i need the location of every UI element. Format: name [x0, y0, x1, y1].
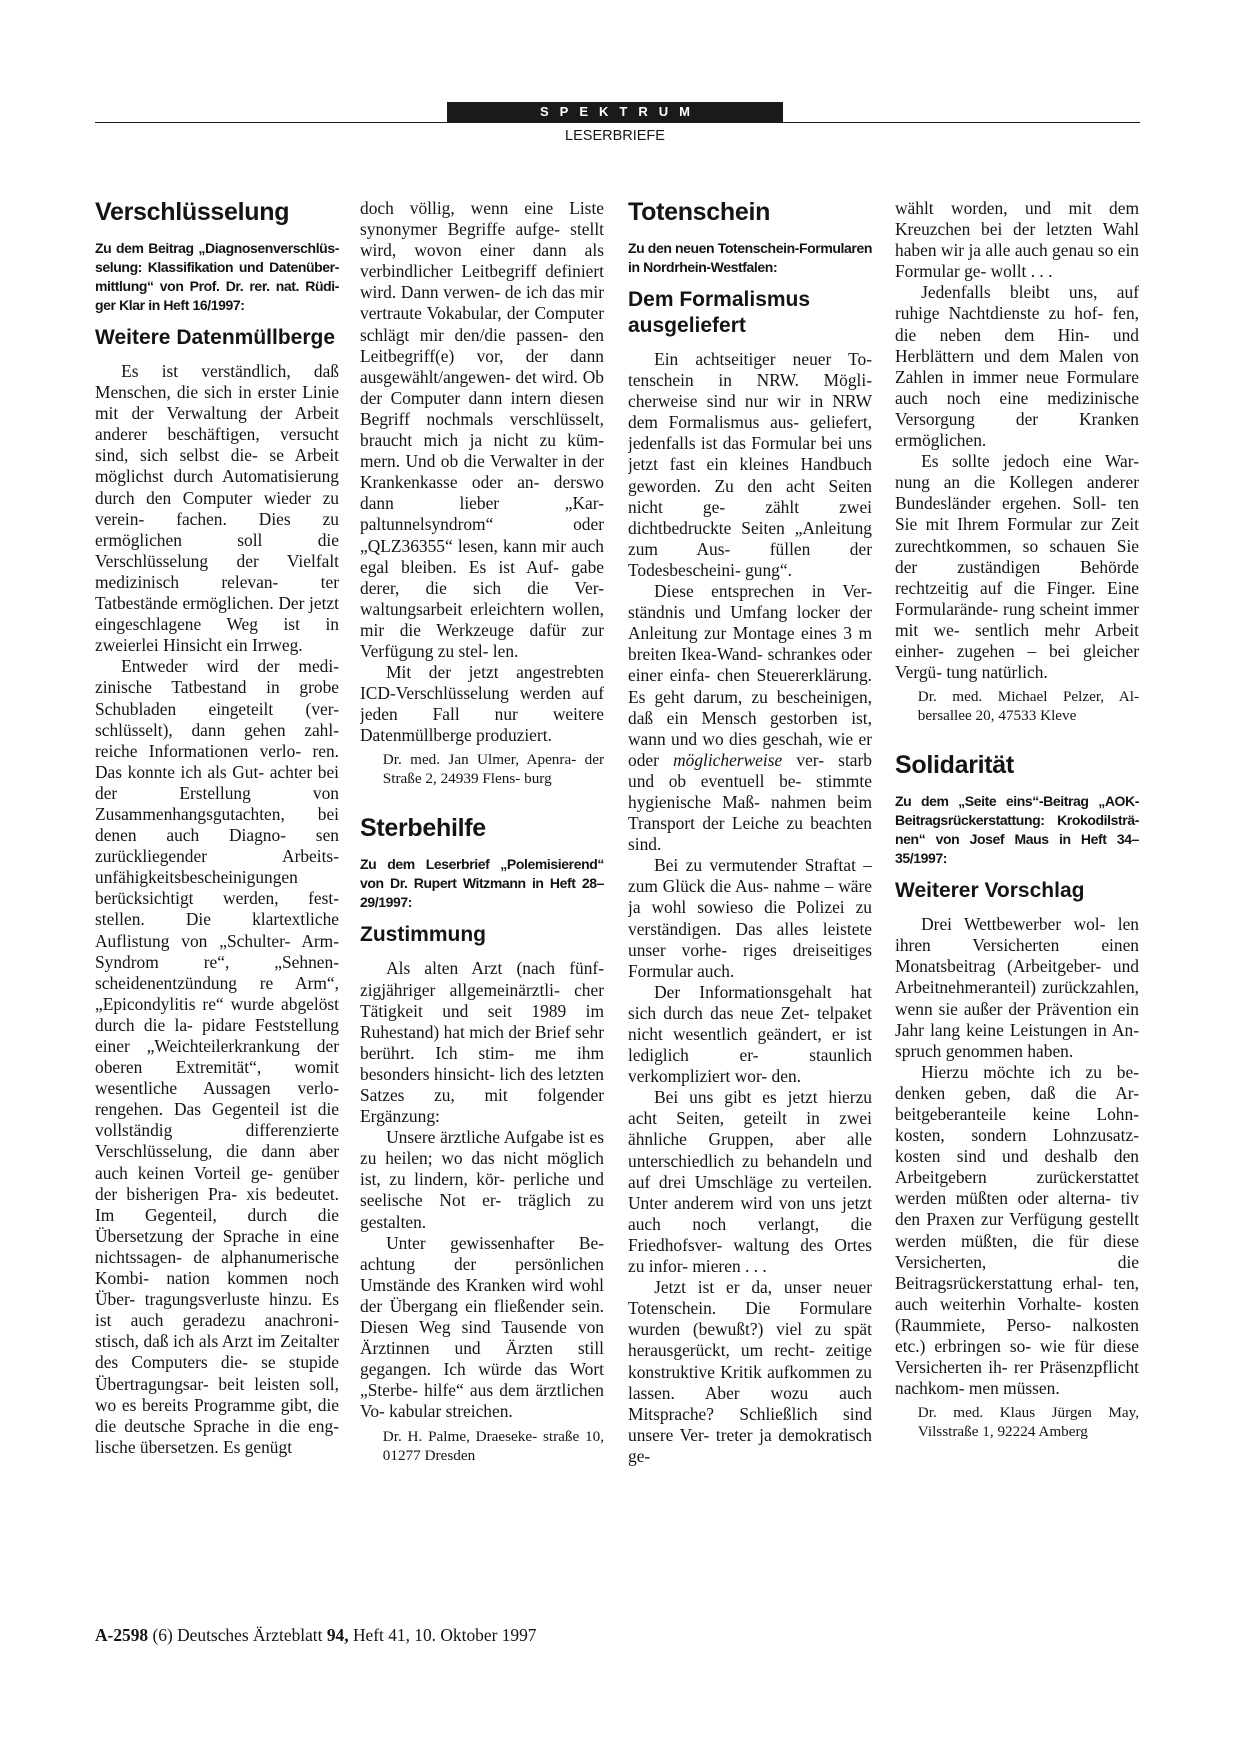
- page-number: A-2598: [95, 1625, 149, 1645]
- body-paragraph: doch völlig, wenn eine Liste synonymer Begriffe aufge- stellt wird, wovon einer dann als verbindlicher Leitbegriff definiert wird. Dann verwen- de ich das mir vertraute Vokabular, der Computer schlägt mir den/die passen- den Leitbegriff(e) vor, der dann ausgewählt/angewen- det wird. Ob der Computer dann intern diesen Begriff nochmals verschlüsselt, braucht mich ja nicht zu küm- mern. Und ob die Verwalter in der Krankenkasse oder an- derswo dann lieber „Kar- paltunnelsyndrom“ oder „QLZ36355“ lesen, kann mir auch egal bleiben. Es ist Auf- gabe derer, die sich die Ver- waltungsarbeit erleichtern wollen, mir die Werkzeuge dafür zur Verfügung zu stel- len.: [360, 198, 604, 661]
- emphasis-text: möglicherweise: [673, 749, 783, 770]
- text-run: Diese entsprechen in Ver- ständnis und Umfang locker der Anleitung zur Montage eines 3 m breiten Ikea-Wand- schrankes oder einer einfa- chen Steuererklärung. Es geht darum, zu bescheinigen, daß ein Mensch gestorben ist, wann und wo dies geschah, wie er oder: [628, 581, 872, 770]
- body-paragraph: Hierzu möchte ich zu be- denken geben, daß die Ar- beitgeberanteile keine Lohn- kosten, sondern Lohnzusatz- kosten sind und deshalb den Arbeitgebern zurückerstattet werden müßten oder alterna- tiv den Praxen zur Verfügung gestellt werden müßten, die für diese Versicherten, die Beitragsrückerstattung erhal- ten, auch weiterhin Vorhalte- kosten (Raummiete, Perso- nalkosten etc.) erbringen so- wie für diese Versicherten ih- rer Präsenzpflicht nachkom- men müssen.: [895, 1061, 1139, 1399]
- body-paragraph: Es ist verständlich, daß Menschen, die sich in erster Linie mit der Verwaltung der Arbeit anderer beschäftigen, versucht sind, sich selbst die- se Arbeit möglichst durch Automatisierung durch den Computer wieder zu verein- fachen. Dies zu ermöglichen soll die Verschlüsselung der Vielfalt medizinisch relevan- ter Tatbestände ermöglichen. Der jetzt eingeschlagene Weg ist in zweierlei Hinsicht ein Irrweg.: [95, 361, 339, 656]
- body-paragraph: Bei uns gibt es jetzt hierzu acht Seiten, geteilt in zwei ähnliche Gruppen, aber alle unterschiedlich zu behandeln und auf drei Umschläge zu verteilen. Unter anderem wird von uns jetzt auch noch verlangt, die Friedhofsver- waltung des Ortes zu infor- mieren . . .: [628, 1087, 872, 1277]
- article-title-solidaritaet: Solidarität: [895, 751, 1014, 780]
- body-paragraph: Jedenfalls bleibt uns, auf ruhige Nachtdienste zu hof- fen, die neben dem Hin- und Herblättern und dem Malen von Zahlen in immer neue Formulare auch noch eine medizinische Versorgung der Kranken ermöglichen.: [895, 282, 1139, 451]
- letter-headline: Weiterer Vorschlag: [895, 879, 1085, 903]
- footer-issue: Heft 41, 10. Oktober 1997: [352, 1625, 537, 1645]
- section-subtitle: LESERBRIEFE: [565, 128, 665, 144]
- author-signature: Dr. med. Klaus Jürgen May, Vilsstraße 1, 92224 Amberg: [917, 1404, 1139, 1441]
- body-paragraph: Ein achtseitiger neuer To- tenschein in NRW. Mögli- cherweise sind nur wir in NRW dem Formalismus aus- geliefert, jedenfalls ist das Formular bei uns jetzt fast ein kleines Handbuch geworden. Zu den acht Seiten nicht ge- zählt zwei dichtbedruckte Seiten „Anleitung zum Aus- füllen der Todesbescheini- gung“.: [628, 349, 872, 580]
- body-paragraph: Unsere ärztliche Aufgabe ist es zu heilen; wo das nicht möglich ist, zu lindern, kör- perliche und seelische Not er- träglich zu gestalten.: [360, 1127, 604, 1232]
- text-run: ver- starb und ob eventuell be- stimmte hygienische Maß- nahmen beim Transport der Leiche zu beachten sind.: [628, 749, 872, 855]
- footer-publication: (6) Deutsches Ärzteblatt: [152, 1625, 323, 1645]
- body-paragraph: Als alten Arzt (nach fünf- zigjähriger allgemeinärztli- cher Tätigkeit und seit 1989 im Ruhestand) hat mich der Brief sehr berührt. Ich stim- me ihm besonders hinsicht- lich des letzten Satzes zu, mit folgender Ergänzung:: [360, 958, 604, 1127]
- article-reference: Zu dem Beitrag „Diagnosenverschlüs- selung: Klassifikation und Datenüber- mittlung“ von Prof. Dr. rer. nat. Rüdi- ger Klar in Heft 16/1997:: [95, 240, 339, 313]
- article-title-verschluesselung: Verschlüsselung: [95, 198, 290, 226]
- body-paragraph: [628, 581, 872, 855]
- body-paragraph: Mit der jetzt angestrebten ICD-Verschlüsselung werden auf jeden Fall nur weitere Datenmüllberge produziert.: [360, 662, 604, 746]
- body-paragraph: Entweder wird der medi- zinische Tatbestand in grobe Schubladen eingeteilt (ver- schlüsselt), dann gehen zahl- reiche Informationen verlo- ren. Das konnte ich als Gut- achter bei der Erstellung von Zusammenhangsgutachten, bei denen auch Diagno- sen zurückliegender Arbeits- unfähigkeitsbescheinigungen berücksichtigt werden, fest- stellen. Die klartextliche Auflistung von „Schulter- Arm-Syndrom re“, „Sehnen- scheidenentzündung re Arm“, „Epicondylitis re“ wurde abgelöst durch die la- pidare Feststellung einer „Weichteilerkrankung der oberen Extremität“, womit wesentliche Aussagen verlo- rengehen. Das Gegenteil ist die vollständig differenzierte Verschlüsselung, die dann aber auch keinen Vorteil ge- genüber der bisherigen Pra- xis bedeutet. Im Gegenteil, durch die Übersetzung der Sprache in eine nichtssagen- de alphanumerische Kombi- nation kommen noch Über- tragungsverluste hinzu. Es ist auch geradezu anachroni- stisch, daß ich als Arzt im Zeitalter des Computers die- se stupide Übertragungsar- beit leisten soll, wo es bereits Programme gibt, die die deutsche Sprache in die eng- lische übersetzen. Es genügt: [95, 656, 339, 1457]
- author-signature: Dr. med. Jan Ulmer, Apenra- der Straße 2, 24939 Flens- burg: [382, 751, 604, 788]
- column-1: [95, 198, 339, 1618]
- column-3: [628, 198, 872, 1618]
- footer-volume: 94,: [326, 1625, 349, 1645]
- article-title-totenschein: Totenschein: [628, 198, 771, 226]
- body-paragraph: Der Informationsgehalt hat sich durch das neue Zet- telpaket nicht wesentlich geändert, er ist lediglich er- staunlich verkompliziert wor- den.: [628, 981, 872, 1087]
- body-paragraph: wählt worden, und mit dem Kreuzchen bei der letzten Wahl haben wir ja alle auch genau so ein Formular ge- wollt . . .: [895, 198, 1139, 282]
- body-paragraph: Unter gewissenhafter Be- achtung der persönlichen Umstände des Kranken wird wohl der Übergang ein fließender sein. Diesen Weg sind Tausende von Ärztinnen und Ärzten still gegangen. Ich würde das Wort „Sterbe- hilfe“ aus dem ärztlichen Vo- kabular streichen.: [360, 1232, 604, 1422]
- article-title-sterbehilfe: Sterbehilfe: [360, 814, 486, 843]
- letter-headline: Weitere Datenmüllberge: [95, 326, 336, 349]
- body-paragraph: Jetzt ist er da, unser neuer Totenschein. Die Formulare wurden (bewußt?) viel zu spät herausgerückt, um recht- zeitige konstruktive Kritik aufkommen zu lassen. Aber wozu auch Mitsprache? Schließlich sind unsere Ver- treter ja demokratisch ge-: [628, 1277, 872, 1466]
- section-banner: SPEKTRUM: [447, 102, 783, 122]
- article-reference: Zu den neuen Totenschein-Formularen in Nordrhein-Westfalen:: [628, 240, 872, 275]
- body-paragraph: Drei Wettbewerber wol- len ihren Versicherten einen Monatsbeitrag (Arbeitgeber- und Arbeitnehmeranteil) zurückzahlen, wenn sie außer der Prävention ein Jahr lang keine Leistungen in An- spruch genommen haben.: [895, 914, 1139, 1061]
- author-signature: Dr. H. Palme, Draeseke- straße 10, 01277 Dresden: [382, 1427, 604, 1464]
- column-2: [360, 198, 604, 1618]
- column-4: [895, 198, 1139, 1618]
- page-footer: [95, 1625, 795, 1646]
- body-paragraph: Es sollte jedoch eine War- nung an die Kollegen anderer Bundesländer ergehen. Soll- ten Sie mit Ihrem Formular zur Zeit zurechtkommen, so schauen Sie der zuständigen Behörde rechtzeitig auf die Finger. Eine Formularände- rung scheint immer mit we- sentlich mehr Arbeit einher- zugehen – bei gleicher Vergü- tung natürlich.: [895, 451, 1139, 683]
- article-reference: Zu dem „Seite eins“-Beitrag „AOK- Beitragsrückerstattung: Krokodilsträ- nen“ von Josef Maus in Heft 34–35/1997:: [895, 793, 1139, 867]
- header-rule: [95, 122, 1140, 123]
- letter-headline: Zustimmung: [360, 923, 486, 947]
- body-paragraph: Bei zu vermutender Straftat – zum Glück die Aus- nahme – wäre ja wohl sowieso die Polizei zu verständigen. Das alles leistete unser vorhe- riges dreiseitiges Formular auch.: [628, 855, 872, 981]
- article-reference: Zu dem Leserbrief „Polemisierend“ von Dr. Rupert Witzmann in Heft 28–29/1997:: [360, 856, 604, 911]
- author-signature: Dr. med. Michael Pelzer, Al- bersallee 20, 47533 Kleve: [917, 688, 1139, 725]
- letter-headline: Dem Formalismus ausgeliefert: [628, 288, 811, 337]
